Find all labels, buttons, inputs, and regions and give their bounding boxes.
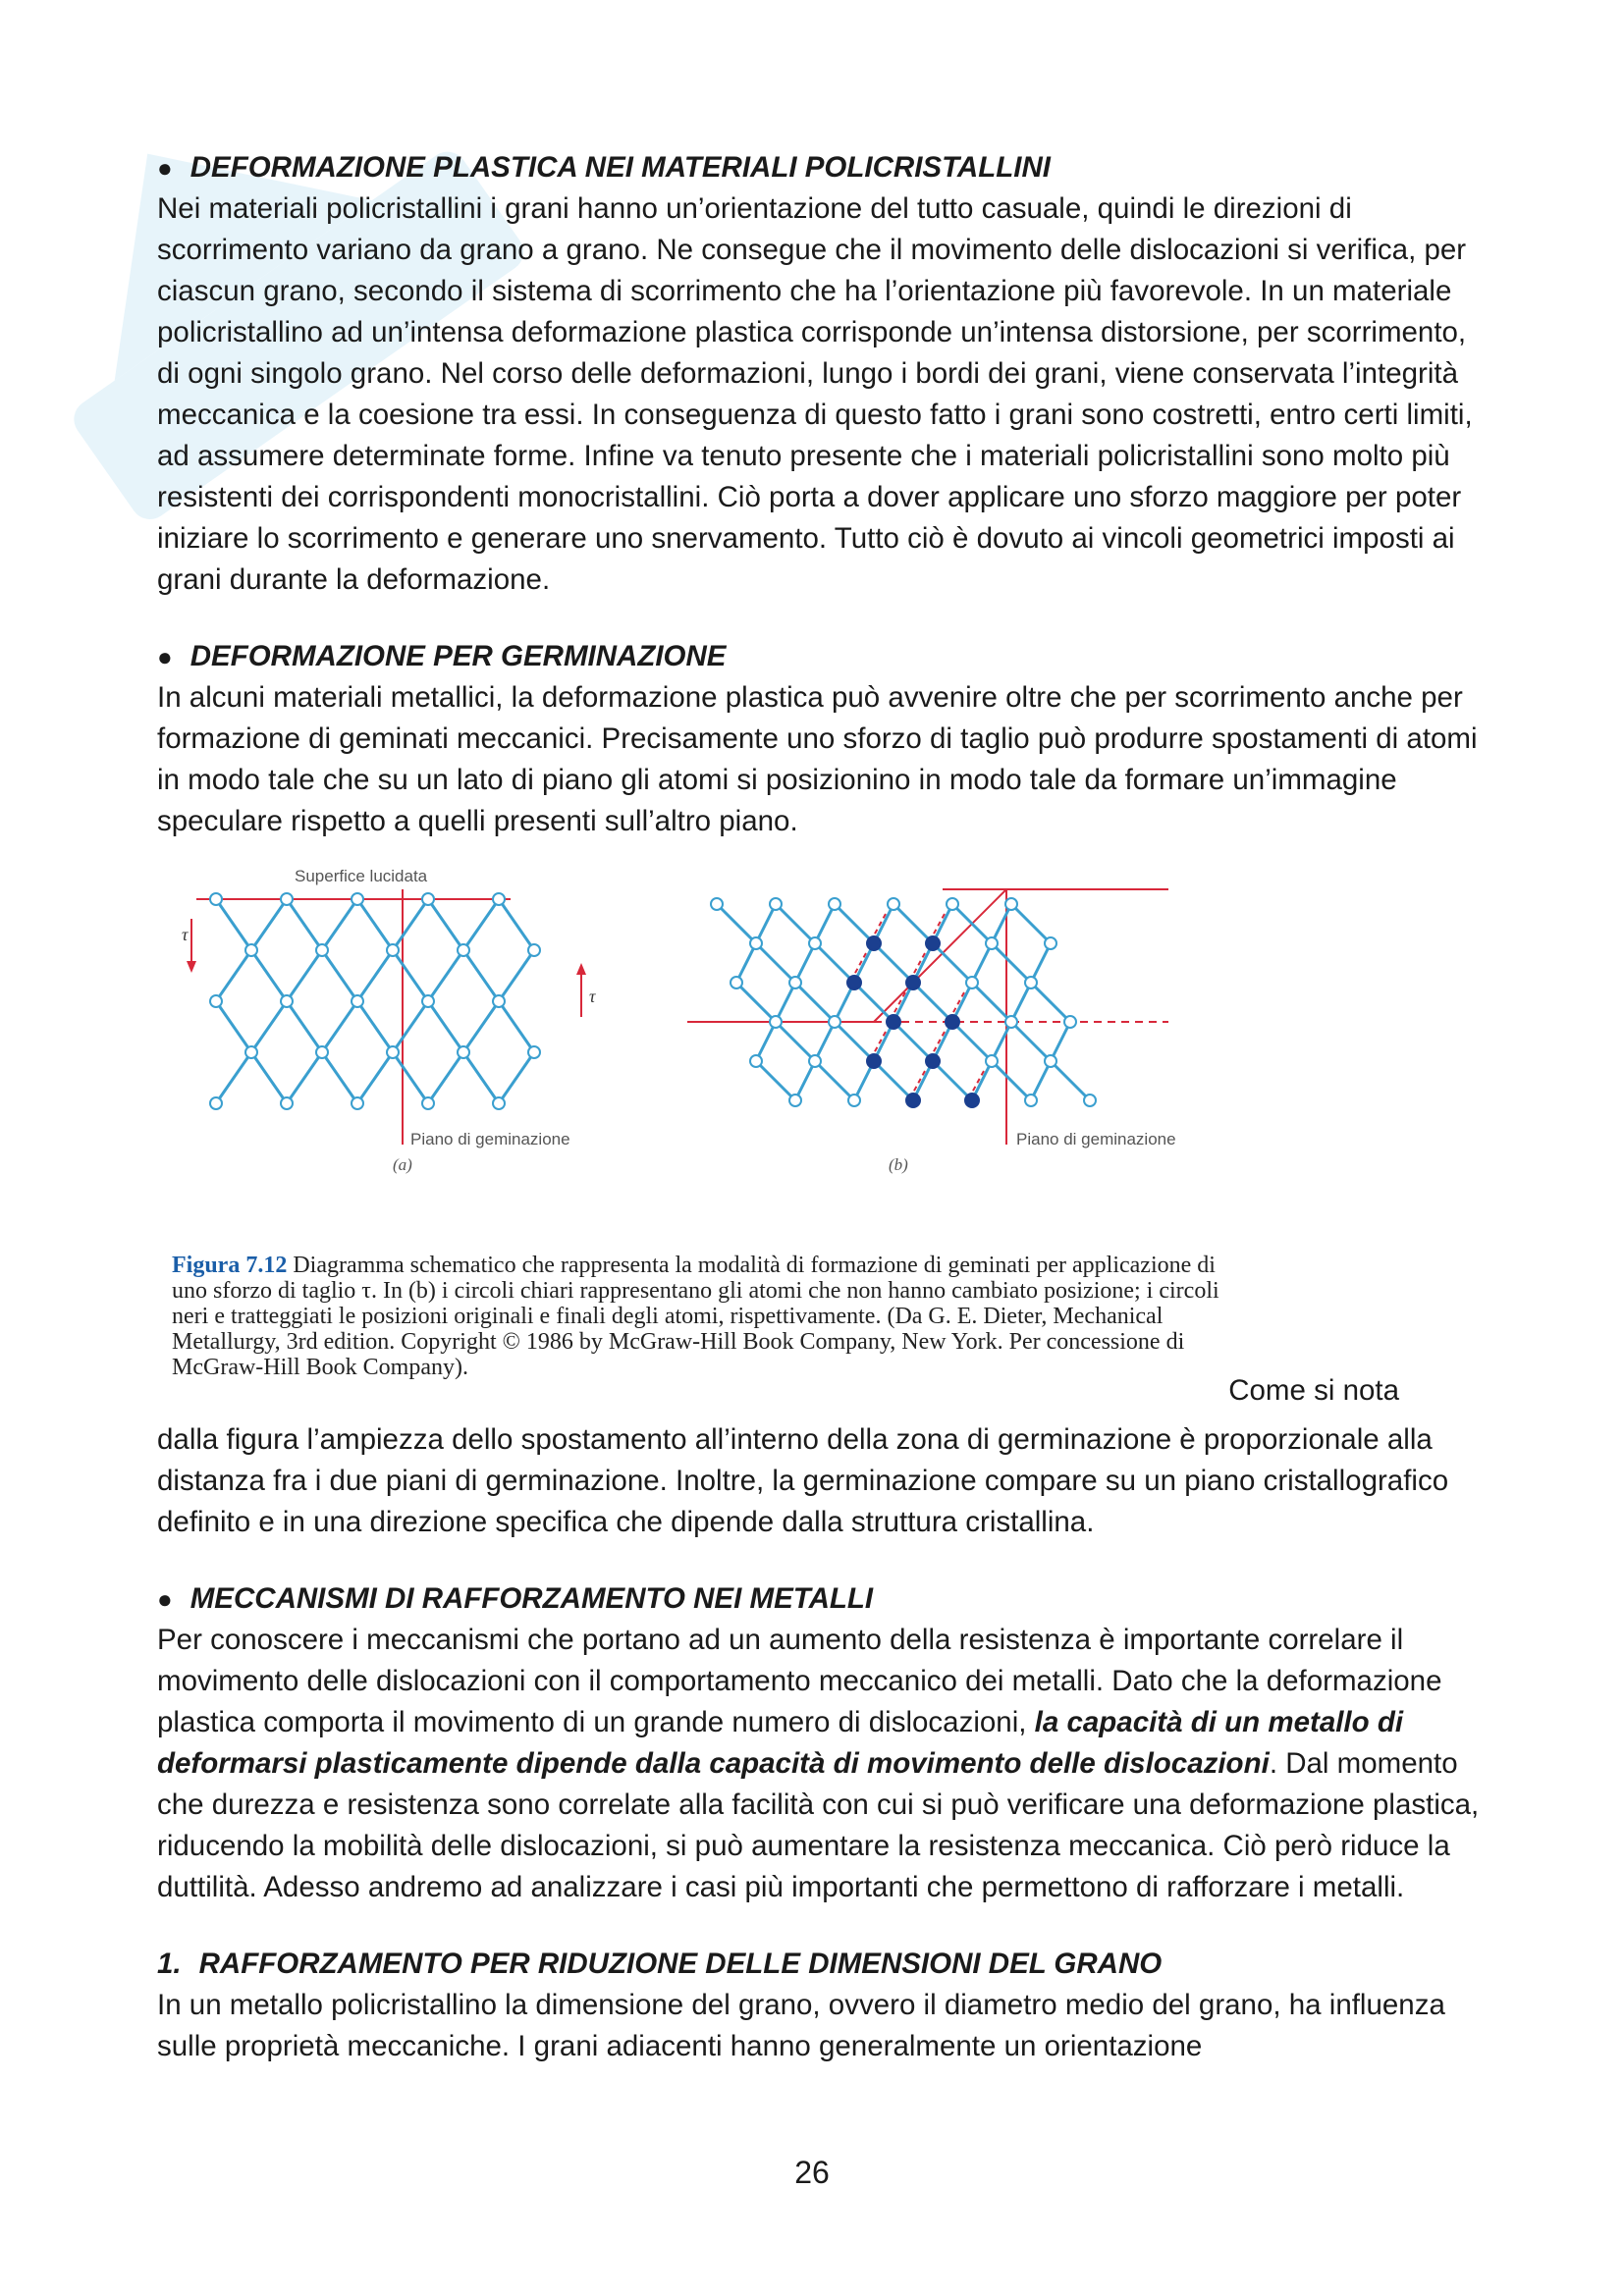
lattice-bond <box>1011 904 1051 943</box>
lattice-bond <box>992 943 1031 983</box>
atom-open <box>1084 1095 1096 1106</box>
atom-open <box>731 977 742 988</box>
section-heading-rafforzamento: ● MECCANISMI DI RAFFORZAMENTO NEI METALLI <box>157 1578 1492 1620</box>
come-si-nota: Come si nota <box>1228 1374 1399 1407</box>
lattice-bond <box>251 1001 287 1052</box>
atom-open <box>888 898 899 910</box>
tau-label-left: τ <box>182 925 189 944</box>
atom-open <box>1005 898 1017 910</box>
lattice-bond <box>992 1061 1031 1100</box>
lattice-bond <box>393 899 428 950</box>
atom-open <box>711 898 723 910</box>
lattice-bond <box>835 904 874 943</box>
surface-label: Superfice lucidata <box>295 867 428 885</box>
lattice-bond <box>357 1052 393 1103</box>
atom-open <box>966 977 978 988</box>
atom-open <box>387 1046 399 1058</box>
lattice-bond <box>251 950 287 1001</box>
twinning-diagram <box>157 860 1237 1253</box>
page-content <box>157 147 1492 2067</box>
lattice-bond <box>952 1022 992 1061</box>
atom-open <box>458 944 469 956</box>
atom-open <box>1025 1095 1037 1106</box>
emphasis-text: la capacità di un metallo di deformarsi plasticamente dipende dalla capacità di movimento delle dislocazioni <box>157 1706 1404 1780</box>
bullet-icon: ● <box>157 153 173 183</box>
tau-label-right: τ <box>589 987 596 1006</box>
lattice-bond <box>322 899 357 950</box>
lattice-bond <box>736 983 776 1022</box>
figure-7-12 <box>157 860 1492 1419</box>
lattice-bond <box>287 950 322 1001</box>
paragraph-germinazione: In alcuni materiali metallici, la deformazione plastica può avvenire oltre che per scorrimento anche per formazione di geminati meccanici. Precisamente uno sforzo di taglio può produrre spostamenti di atomi in modo tale che su un lato di piano gli atomi si posizionino in modo tale da formare un’immagine speculare rispetto a quelli presenti sull’altro piano. <box>157 681 1478 837</box>
bullet-icon: ● <box>157 642 173 671</box>
lattice-bond <box>428 899 463 950</box>
lattice-bond <box>322 1001 357 1052</box>
section-heading-policristallini: ● DEFORMAZIONE PLASTICA NEI MATERIALI POLICRISTALLINI <box>157 147 1492 188</box>
paragraph-rafforzamento: Per conoscere i meccanismi che portano ad un aumento della resistenza è importante correlare il movimento delle dislocazioni con il comportamento meccanico dei metalli. Dato che la deformazione plastica comporta il movimento di un grande numero di dislocazioni, la capacità di un metallo di deformarsi plasticamente dipende dalla capacità di movimento delle dislocazioni. Dal momento che durezza e resistenza sono correlate alla facilità con cui si può verificare una deformazione plastica, riducendo la mobilità delle dislocazioni, si può aumentare la resistenza meccanica. Ciò però riduce la duttilità. Adesso andremo ad analizzare i casi più importanti che permettono di rafforzare i metalli. <box>157 1624 1480 1903</box>
lattice-bond <box>1051 1061 1090 1100</box>
atom-filled <box>847 976 861 989</box>
paragraph-after-figure: dalla figura l’ampiezza dello spostamento all’interno della zona di germinazione è proporzionale alla distanza fra i due piani di germinazione. Inoltre, la germinazione compare su un piano cristallografico definito e in una direzione specifica che dipende dalla struttura cristallina. <box>157 1423 1449 1538</box>
lattice-bond <box>251 899 287 950</box>
atom-filled <box>887 1015 900 1029</box>
paragraph-policristallini: Nei materiali policristallini i grani hanno un’orientazione del tutto casuale, quindi le direzioni di scorrimento variano da grano a grano. Ne consegue che il movimento delle dislocazioni si verifica, per ciascun grano, secondo il sistema di scorrimento che ha l’orientazione più favorevole. In un materiale policristallino ad un’intensa deformazione plastica corrisponde un’intensa distorsione, per scorrimento, di ogni singolo grano. Nel corso delle deformazioni, lungo i bordi dei grani, viene conservata l’integrità meccanica e la coesione tra essi. In conseguenza di questo fatto i grani sono costretti, entro certi limiti, ad assumere determinate forme. Infine va tenuto presente che i materiali policristallini sono molto più resistenti dei corrispondenti monocristallini. Ciò porta a dover applicare uno sforzo maggiore per poter iniziare lo scorrimento e generare uno snervamento. Tutto ciò è dovuto ai vincoli geometrici imposti ai grani durante la deformazione. <box>157 192 1473 596</box>
twin-plane-label-a: Piano di geminazione <box>410 1130 570 1148</box>
lattice-bond <box>393 1052 428 1103</box>
atom-open <box>493 995 505 1007</box>
lattice-bond <box>322 950 357 1001</box>
label-b: (b) <box>889 1155 908 1174</box>
lattice-bond <box>216 950 251 1001</box>
lattice-bond <box>756 1061 795 1100</box>
lattice-bond <box>776 904 815 943</box>
atom-open <box>809 1055 821 1067</box>
lattice-bond <box>815 943 854 983</box>
label-a: (a) <box>393 1155 412 1174</box>
lattice-bond <box>287 899 322 950</box>
atom-filled <box>926 936 940 950</box>
atom-open <box>986 937 998 949</box>
lattice-bond <box>216 1001 251 1052</box>
lattice-bond <box>893 904 933 943</box>
atom-open <box>750 1055 762 1067</box>
lattice-bond <box>428 1052 463 1103</box>
atom-filled <box>867 1054 881 1068</box>
lattice-bond <box>1011 1022 1051 1061</box>
lattice-bond <box>357 1001 393 1052</box>
atom-open <box>789 1095 801 1106</box>
atom-open <box>493 1097 505 1109</box>
lattice-bond <box>776 1022 815 1061</box>
atom-open <box>770 1016 782 1028</box>
atom-open <box>848 1095 860 1106</box>
atom-open <box>281 893 293 905</box>
atom-open <box>352 995 363 1007</box>
lattice-bond <box>893 1022 933 1061</box>
lattice-bond <box>499 1001 534 1052</box>
atom-open <box>245 1046 257 1058</box>
twin-plane-label-b: Piano di geminazione <box>1016 1130 1176 1148</box>
lattice-bond <box>795 983 835 1022</box>
lattice-bond <box>1031 983 1070 1022</box>
lattice-bond <box>874 943 913 983</box>
lattice-bond <box>393 950 428 1001</box>
atom-open <box>809 937 821 949</box>
lattice-bond <box>251 1052 287 1103</box>
lattice-bond <box>913 983 952 1022</box>
lattice-bond <box>499 1052 534 1103</box>
atom-open <box>750 937 762 949</box>
atom-open <box>1064 1016 1076 1028</box>
atom-filled <box>946 1015 959 1029</box>
atom-open <box>281 995 293 1007</box>
atom-open <box>316 944 328 956</box>
atom-open <box>493 893 505 905</box>
atom-open <box>789 977 801 988</box>
lattice-bond <box>393 1001 428 1052</box>
atom-open <box>210 893 222 905</box>
lattice-bond <box>854 983 893 1022</box>
atom-open <box>528 944 540 956</box>
lattice-bond <box>428 1001 463 1052</box>
lattice-bond <box>287 1052 322 1103</box>
lattice-bond <box>428 950 463 1001</box>
paragraph-grano: In un metallo policristallino la dimensione del grano, ovvero il diametro medio del grano, ha influenza sulle proprietà meccaniche. I grani adiacenti hanno generalmente un orientazione <box>157 1989 1445 2062</box>
atom-open <box>528 1046 540 1058</box>
atom-filled <box>867 936 881 950</box>
atom-open <box>829 1016 840 1028</box>
lattice-bond <box>322 1052 357 1103</box>
caption-text: Diagramma schematico che rappresenta la modalità di formazione di geminati per applicazione di uno sforzo di taglio τ. In (b) i circoli chiari rappresentano gli atomi che non hanno cambiato posizione; i circoli neri e tratteggiati le posizioni originali e finali degli atomi, rispettivamente. (Da G. E. Dieter, Mechanical Metallurgy, 3rd edition. Copyright © 1986 by McGraw-Hill Book Company, New York. Per concessione di McGraw-Hill Book Company). <box>172 1253 1219 1380</box>
atom-open <box>829 898 840 910</box>
lattice-bond <box>933 1061 972 1100</box>
atom-open <box>422 995 434 1007</box>
lattice-bond <box>357 950 393 1001</box>
atom-open <box>458 1046 469 1058</box>
section-number: 1. <box>157 1948 182 1980</box>
atom-open <box>210 1097 222 1109</box>
diagram-b <box>687 889 1176 1174</box>
atom-open <box>210 995 222 1007</box>
diagram-a <box>182 867 596 1174</box>
section-heading-germinazione: ● DEFORMAZIONE PER GERMINAZIONE <box>157 636 1492 677</box>
lattice-bond <box>463 899 499 950</box>
atom-open <box>947 898 958 910</box>
atom-open <box>1025 977 1037 988</box>
atom-open <box>352 893 363 905</box>
atom-open <box>1005 1016 1017 1028</box>
page-number: 26 <box>794 2155 830 2190</box>
atom-open <box>986 1055 998 1067</box>
atom-open <box>316 1046 328 1058</box>
lattice-bond <box>933 943 972 983</box>
atom-open <box>422 893 434 905</box>
lattice-bond <box>463 1052 499 1103</box>
lattice-bond <box>357 899 393 950</box>
atom-filled <box>965 1094 979 1107</box>
lattice-bond <box>463 1001 499 1052</box>
atom-open <box>352 1097 363 1109</box>
lattice-bond <box>216 1052 251 1103</box>
bullet-icon: ● <box>157 1584 173 1614</box>
lattice-bond <box>216 899 251 950</box>
atom-open <box>1045 937 1056 949</box>
lattice-bond <box>835 1022 874 1061</box>
atom-open <box>770 898 782 910</box>
caption-label: Figura 7.12 <box>172 1253 288 1278</box>
atom-open <box>387 944 399 956</box>
lattice-bond <box>717 904 756 943</box>
lattice-bond <box>499 950 534 1001</box>
atom-filled <box>906 976 920 989</box>
lattice-bond <box>815 1061 854 1100</box>
lattice-bond <box>874 1061 913 1100</box>
atom-filled <box>906 1094 920 1107</box>
atom-open <box>245 944 257 956</box>
lattice-bond <box>756 943 795 983</box>
atom-open <box>422 1097 434 1109</box>
lattice-bond <box>287 1001 322 1052</box>
lattice-bond <box>499 899 534 950</box>
atom-open <box>1045 1055 1056 1067</box>
atom-open <box>281 1097 293 1109</box>
atom-filled <box>926 1054 940 1068</box>
lattice-bond <box>463 950 499 1001</box>
section-heading-grano: 1. RAFFORZAMENTO PER RIDUZIONE DELLE DIMENSIONI DEL GRANO <box>157 1944 1492 1985</box>
figure-caption <box>172 1253 1222 1380</box>
